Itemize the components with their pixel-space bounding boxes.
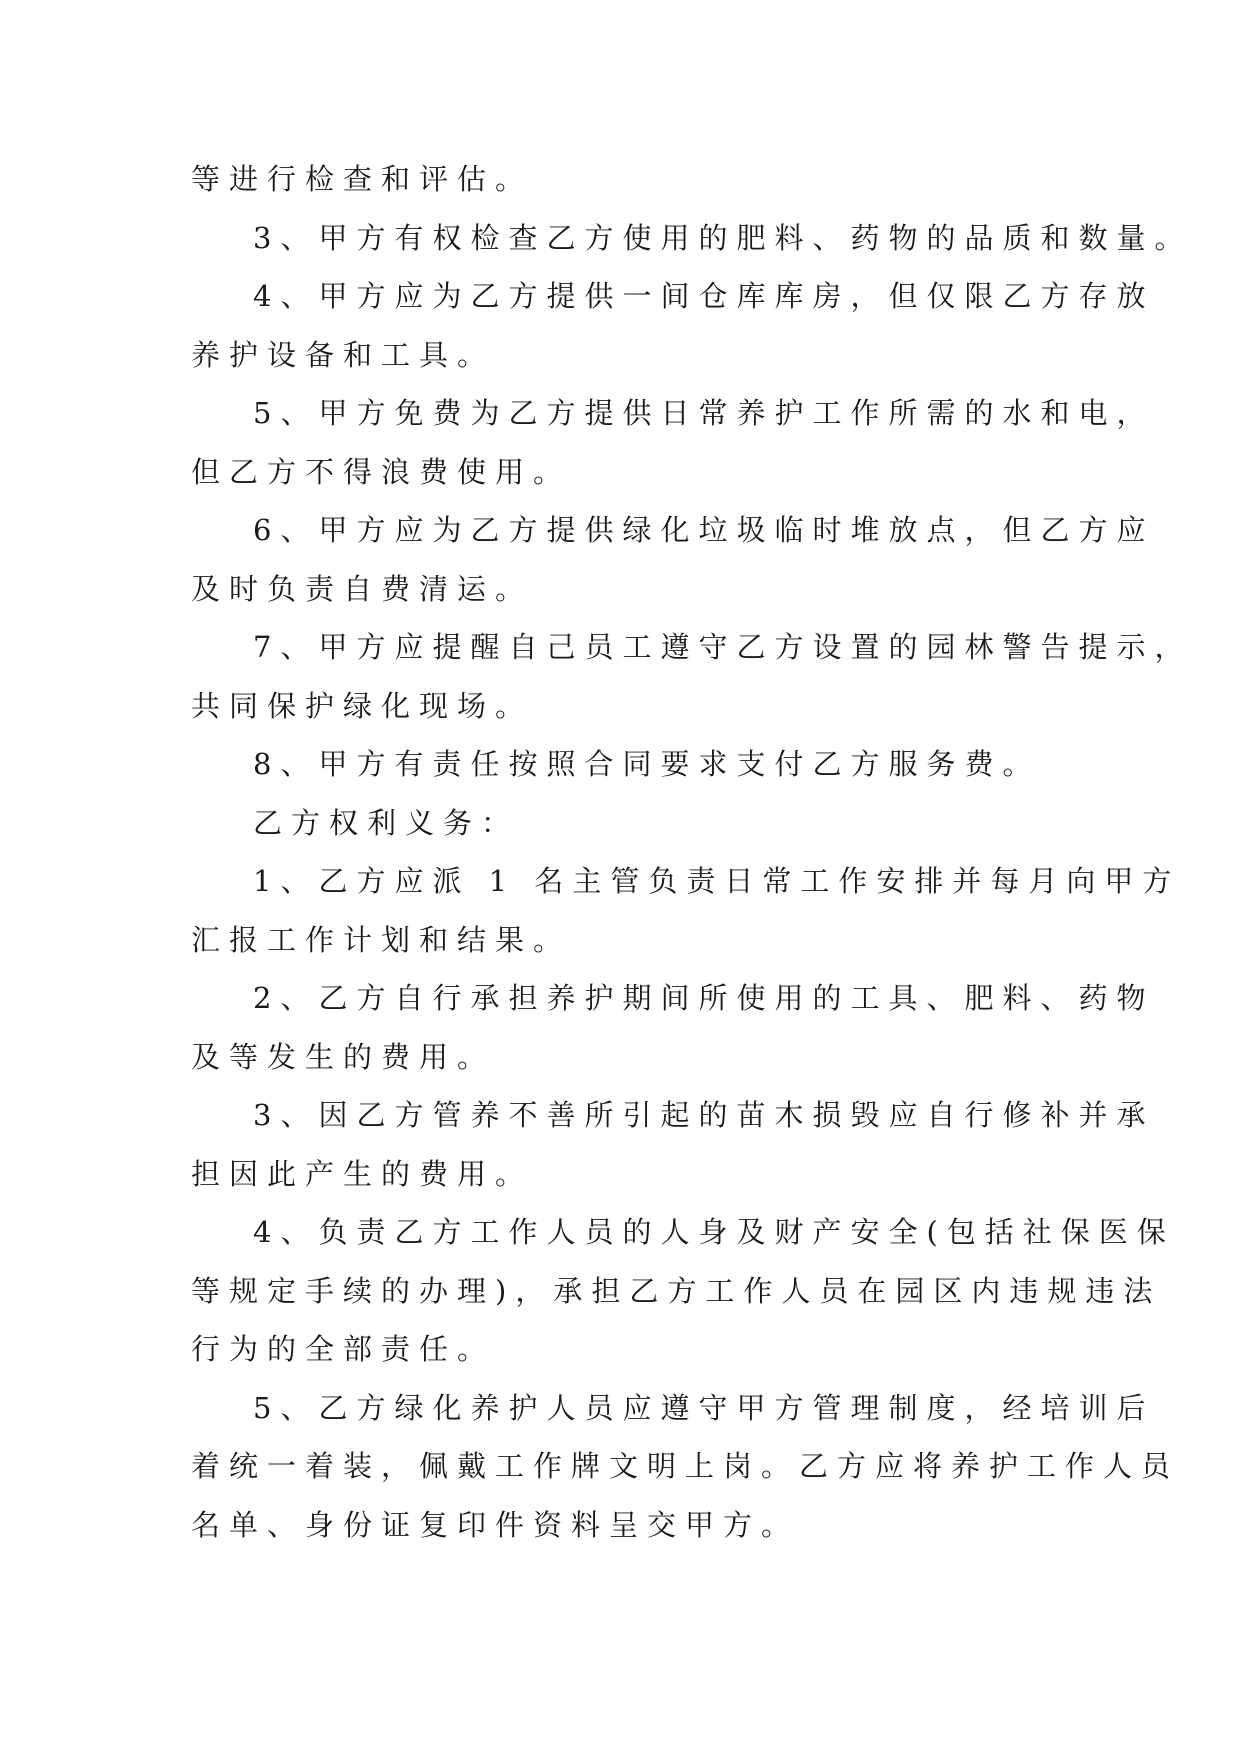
text-line: 5、乙方绿化养护人员应遵守甲方管理制度，经培训后 [253,1390,1155,1425]
text-line: 1、乙方应派 1 名主管负责日常工作安排并每月向甲方 [253,864,1181,898]
text-line: 7、甲方应提醒自己员工遵守乙方设置的园林警告提示， [253,630,1193,664]
text-line: 3、甲方有权检查乙方使用的肥料、药物的品质和数量。 [253,220,1193,255]
text-line: 着统一着装，佩戴工作牌文明上岗。乙方应将养护工作人员 [191,1449,1180,1483]
section-heading: 乙方权利义务： [253,805,520,840]
text-line: 6、甲方应为乙方提供绿化垃圾临时堆放点，但乙方应 [253,513,1155,547]
text-line: 等进行检查和评估。 [191,162,534,196]
text-line: 但乙方不得浪费使用。 [191,454,572,489]
text-line: 8、甲方有责任按照合同要求支付乙方服务费。 [253,747,1041,781]
text-line: 4、甲方应为乙方提供一间仓库库房，但仅限乙方存放 [253,279,1155,313]
text-line: 担因此产生的费用。 [191,1156,534,1191]
text-line: 2、乙方自行承担养护期间所使用的工具、肥料、药物 [253,981,1155,1015]
text-line: 共同保护绿化现场。 [191,688,534,723]
text-line: 及等发生的费用。 [191,1039,496,1074]
text-line: 及时负责自费清运。 [191,571,534,606]
text-line: 等规定手续的办理)，承担乙方工作人员在园区内违规违法 [191,1273,1162,1308]
text-line: 行为的全部责任。 [191,1332,496,1366]
text-line: 4、负责乙方工作人员的人身及财产安全(包括社保医保 [253,1215,1175,1249]
text-line: 名单、身份证复印件资料呈交甲方。 [191,1507,800,1542]
text-line: 3、因乙方管养不善所引起的苗木损毁应自行修补并承 [253,1098,1155,1132]
text-line: 汇报工作计划和结果。 [191,922,572,957]
document-body [191,150,1193,1554]
text-line: 5、甲方免费为乙方提供日常养护工作所需的水和电， [253,396,1155,430]
text-line: 养护设备和工具。 [191,337,496,372]
